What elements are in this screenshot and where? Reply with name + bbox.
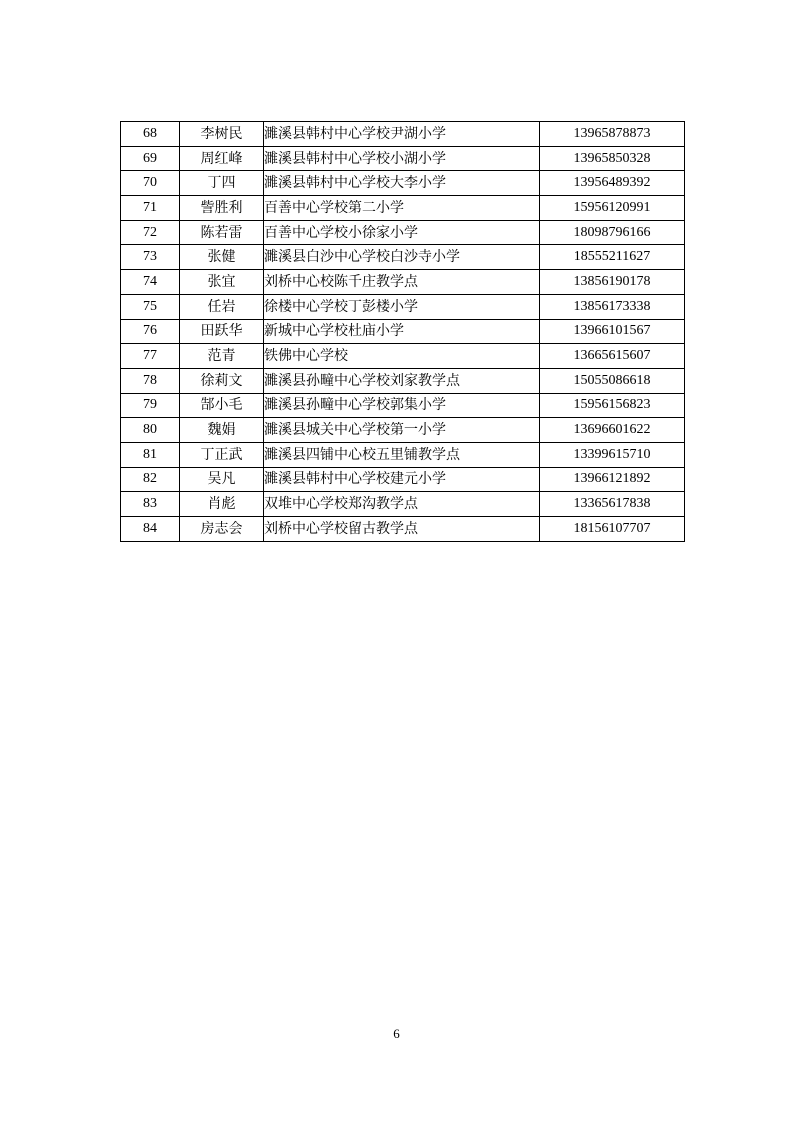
table-row xyxy=(121,146,685,171)
name-cell: 徐莉文 xyxy=(180,368,264,393)
name-cell: 吴凡 xyxy=(180,467,264,492)
table-row xyxy=(121,270,685,295)
name-cell: 李树民 xyxy=(180,122,264,147)
phone-cell: 13856190178 xyxy=(540,270,685,295)
table-row xyxy=(121,122,685,147)
row-number-cell: 68 xyxy=(121,122,180,147)
table-row xyxy=(121,220,685,245)
row-number-cell: 78 xyxy=(121,368,180,393)
phone-cell: 15956120991 xyxy=(540,196,685,221)
contact-table-body xyxy=(121,122,685,542)
school-cell: 双堆中心学校郑沟教学点 xyxy=(264,492,540,517)
name-cell: 田跃华 xyxy=(180,319,264,344)
school-cell: 濉溪县城关中心学校第一小学 xyxy=(264,418,540,443)
school-cell: 刘桥中心校陈千庄教学点 xyxy=(264,270,540,295)
row-number-cell: 75 xyxy=(121,294,180,319)
row-number-cell: 71 xyxy=(121,196,180,221)
table-row xyxy=(121,171,685,196)
name-cell: 丁四 xyxy=(180,171,264,196)
school-cell: 百善中心学校小徐家小学 xyxy=(264,220,540,245)
table-row xyxy=(121,517,685,542)
name-cell: 訾胜利 xyxy=(180,196,264,221)
contact-table xyxy=(120,121,685,542)
name-cell: 周红峰 xyxy=(180,146,264,171)
phone-cell: 15055086618 xyxy=(540,368,685,393)
row-number-cell: 83 xyxy=(121,492,180,517)
school-cell: 新城中心学校杜庙小学 xyxy=(264,319,540,344)
row-number-cell: 77 xyxy=(121,344,180,369)
school-cell: 铁佛中心学校 xyxy=(264,344,540,369)
row-number-cell: 73 xyxy=(121,245,180,270)
phone-cell: 18156107707 xyxy=(540,517,685,542)
row-number-cell: 81 xyxy=(121,442,180,467)
school-cell: 濉溪县白沙中心学校白沙寺小学 xyxy=(264,245,540,270)
name-cell: 陈若雷 xyxy=(180,220,264,245)
row-number-cell: 82 xyxy=(121,467,180,492)
phone-cell: 18098796166 xyxy=(540,220,685,245)
name-cell: 丁正武 xyxy=(180,442,264,467)
table-row xyxy=(121,196,685,221)
phone-cell: 13365617838 xyxy=(540,492,685,517)
school-cell: 刘桥中心学校留古教学点 xyxy=(264,517,540,542)
row-number-cell: 69 xyxy=(121,146,180,171)
table-row xyxy=(121,393,685,418)
name-cell: 张健 xyxy=(180,245,264,270)
table-row xyxy=(121,344,685,369)
phone-cell: 13966121892 xyxy=(540,467,685,492)
phone-cell: 13399615710 xyxy=(540,442,685,467)
name-cell: 房志会 xyxy=(180,517,264,542)
school-cell: 濉溪县韩村中心学校小湖小学 xyxy=(264,146,540,171)
school-cell: 濉溪县四铺中心校五里铺教学点 xyxy=(264,442,540,467)
row-number-cell: 72 xyxy=(121,220,180,245)
phone-cell: 13965878873 xyxy=(540,122,685,147)
row-number-cell: 74 xyxy=(121,270,180,295)
row-number-cell: 79 xyxy=(121,393,180,418)
name-cell: 魏娟 xyxy=(180,418,264,443)
table-row xyxy=(121,368,685,393)
phone-cell: 13965850328 xyxy=(540,146,685,171)
name-cell: 张宜 xyxy=(180,270,264,295)
phone-cell: 13956489392 xyxy=(540,171,685,196)
school-cell: 濉溪县韩村中心学校建元小学 xyxy=(264,467,540,492)
name-cell: 任岩 xyxy=(180,294,264,319)
school-cell: 濉溪县韩村中心学校大李小学 xyxy=(264,171,540,196)
table-row xyxy=(121,245,685,270)
phone-cell: 15956156823 xyxy=(540,393,685,418)
phone-cell: 13696601622 xyxy=(540,418,685,443)
row-number-cell: 84 xyxy=(121,517,180,542)
school-cell: 濉溪县孙疃中心学校郭集小学 xyxy=(264,393,540,418)
table-row xyxy=(121,467,685,492)
page-number: 6 xyxy=(393,1026,400,1041)
name-cell: 范青 xyxy=(180,344,264,369)
school-cell: 百善中心学校第二小学 xyxy=(264,196,540,221)
table-row xyxy=(121,294,685,319)
school-cell: 濉溪县孙疃中心学校刘家教学点 xyxy=(264,368,540,393)
phone-cell: 18555211627 xyxy=(540,245,685,270)
phone-cell: 13966101567 xyxy=(540,319,685,344)
row-number-cell: 80 xyxy=(121,418,180,443)
phone-cell: 13665615607 xyxy=(540,344,685,369)
table-row xyxy=(121,418,685,443)
phone-cell: 13856173338 xyxy=(540,294,685,319)
table-row xyxy=(121,442,685,467)
table-row xyxy=(121,492,685,517)
school-cell: 徐楼中心学校丁彭楼小学 xyxy=(264,294,540,319)
name-cell: 肖彪 xyxy=(180,492,264,517)
name-cell: 郜小毛 xyxy=(180,393,264,418)
table-row xyxy=(121,319,685,344)
row-number-cell: 70 xyxy=(121,171,180,196)
school-cell: 濉溪县韩村中心学校尹湖小学 xyxy=(264,122,540,147)
row-number-cell: 76 xyxy=(121,319,180,344)
